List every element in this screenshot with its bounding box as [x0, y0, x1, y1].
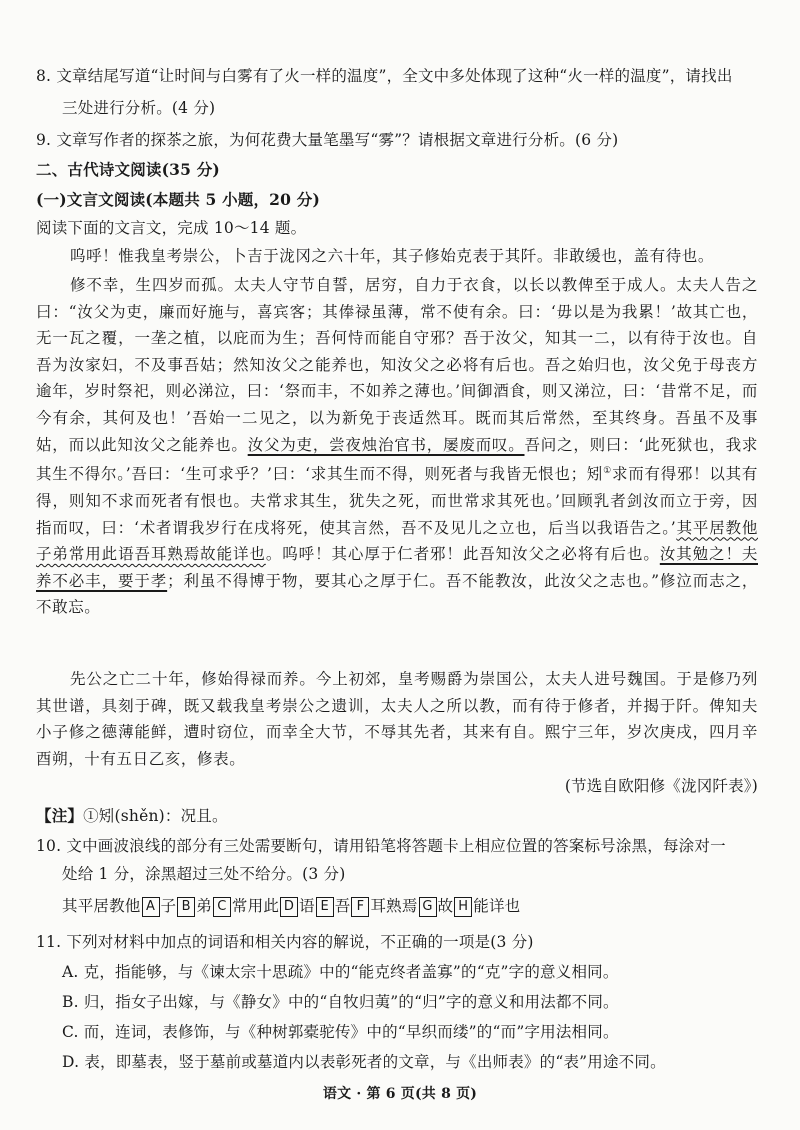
segment-text: 故 [437, 897, 454, 915]
passage-source: (节选自欧阳修《泷冈阡表》) [564, 777, 758, 795]
passage-para-1: 呜呼！惟我皇考崇公，卜吉于泷冈之六十年，其子修始克表于其阡。非敢缓也，盖有待也。 [70, 247, 715, 265]
para2-part-e: ；利虽不得博于物，要其心之厚于仁。吾不能教汝，此汝父之志也。”修泣而志之，不敢忘。 [36, 571, 758, 617]
question-11-option-a: A. 克，指能够，与《谏太宗十思疏》中的“能克终者盖寡”的“克”字的意义相同。 [62, 963, 619, 981]
para2-part-a: 修不幸，生四岁而孤。太夫人守节自誓，居穷，自力于衣食，以长以教俾至于成人。太夫人告之曰：“汝父为吏，廉而好施与，喜宾客；其俸禄虽薄，常不使有余。曰：‘毋以是为我累！’故其亡也，无一瓦之覆，一垄之植，以庇而为生；吾何恃而能自守邪？吾于汝父，知其一二，以有待于汝也。自吾为汝家妇，不及事吾姑；然知汝父之能养也，知汝父之必将有后也。吾之始归也，汝父免于母丧方逾年，岁时祭祀，则必涕泣，曰：‘祭而丰，不如养之薄也。’间御酒食，则又涕泣，曰：‘昔常不足，而今有余，其何及也！’吾始一二见之，以为新免于丧适然耳。既而其后常然，至其终身。吾虽不及事姑，而以此知汝父之能养也。 [36, 276, 758, 454]
question-9: 9. 文章写作者的探茶之旅，为何花费大量笔墨写“雾”？请根据文章进行分析。(6 分) [36, 131, 619, 149]
note-label: 【注】 [36, 806, 84, 825]
note-text: ①矧(shěn)：况且。 [83, 807, 228, 825]
para2-part-b: 吾问之，则曰：‘此死狱也，我求其生不得尔。’吾曰：‘生可求乎？’曰：‘求其生而不得，则死者与我皆无恨也；矧 [36, 435, 758, 484]
segment-text: 能详也 [473, 897, 521, 915]
question-11-option-c: C. 而，连词，表修饰，与《种树郭橐驼传》中的“早织而缕”的“而”字用法相同。 [62, 1023, 619, 1041]
para2-wavy-line: 其平居教他子弟常用此语吾耳熟焉故能详也 [36, 518, 758, 564]
segment-text: 耳熟焉 [370, 897, 418, 915]
answer-box-d[interactable]: D [280, 897, 298, 917]
page-footer: 语文 · 第 6 页(共 8 页) [322, 1086, 478, 1102]
para2-part-c: 求而有得邪！以其有得，则知不求而死者有恨也。夫常求其生，犹失之死，而世常求其死也。’回顾乳者剑汝而立于旁，因指而叹，曰：‘术者谓我岁行在戌将死，使其言然，吾不及见儿之立也，后当以我语告之。’ [36, 465, 759, 537]
question-11-option-b: B. 归，指女子出嫁，与《静女》中的“自牧归荑”的“归”字的意义和用法都不同。 [62, 993, 619, 1011]
para2-part-d: 。呜呼！其心厚于仁者邪！此吾知汝父之必将有后也。 [265, 545, 660, 564]
passage-para-3: 先公之亡二十年，修始得禄而养。今上初郊，皇考赐爵为崇国公，太夫人进号魏国。于是修乃列其世谱，具刻于碑，既又载我皇考崇公之遗训，太夫人之所以教，而有待于修者，并揭于阡。俾知夫小子修之德薄能鲜，遭时窃位，而幸全大节，不辱其先者，其来有自。熙宁三年，岁次庚戌，四月辛酉朔，十有五日乙亥，修表。 [36, 670, 758, 768]
question-11-stem: 11. 下列对材料中加点的词语和相关内容的解说，不正确的一项是(3 分) [36, 933, 534, 951]
segment-text: 子 [160, 897, 177, 915]
answer-box-c[interactable]: C [213, 897, 231, 917]
question-10-line1: 10. 文中画波浪线的部分有三处需要断句，请用铅笔将答题卡上相应位置的答案标号涂黑，每涂对一 [36, 837, 726, 855]
answer-box-e[interactable]: E [316, 897, 334, 917]
para2-underline-1: 汝父为吏，尝夜烛治官书，屡废而叹。 [247, 435, 525, 454]
note-mark: ① [603, 466, 612, 477]
segment-text: 语 [299, 897, 315, 915]
section-title: 二、古代诗文阅读(35 分) [36, 160, 220, 179]
segment-text: 常用此 [231, 897, 280, 915]
passage-para-2 [36, 272, 758, 621]
question-8-line2: 三处进行分析。(4 分) [62, 99, 216, 117]
segment-text: 弟 [196, 897, 212, 915]
question-10-line2: 处给 1 分，涂黑超过三处不给分。(3 分) [62, 865, 346, 883]
note [36, 806, 228, 826]
question-8-line1: 8. 文章结尾写道“让时间与白雾有了火一样的温度”，全文中多处体现了这种“火一样的温度”，请找出 [36, 67, 733, 85]
answer-box-b[interactable]: B [177, 897, 195, 917]
segment-text: 其平居教他 [62, 897, 141, 915]
section-instruction: 阅读下面的文言文，完成 10～14 题。 [36, 219, 307, 237]
question-11-option-d: D. 表，即墓表，竖于墓前或墓道内以表彰死者的文章，与《出师表》的“表”用途不同。 [62, 1053, 666, 1071]
question-10-answer-row [62, 896, 520, 917]
para2-underline-2: 汝其勉之！夫养不必丰，要于孝 [36, 545, 758, 590]
segment-text: 吾 [334, 897, 351, 915]
answer-box-f[interactable]: F [351, 897, 369, 917]
answer-box-h[interactable]: H [454, 897, 472, 917]
answer-box-g[interactable]: G [419, 897, 437, 917]
section-subtitle: (一)文言文阅读(本题共 5 小题，20 分) [36, 190, 320, 209]
answer-box-a[interactable]: A [142, 897, 160, 917]
